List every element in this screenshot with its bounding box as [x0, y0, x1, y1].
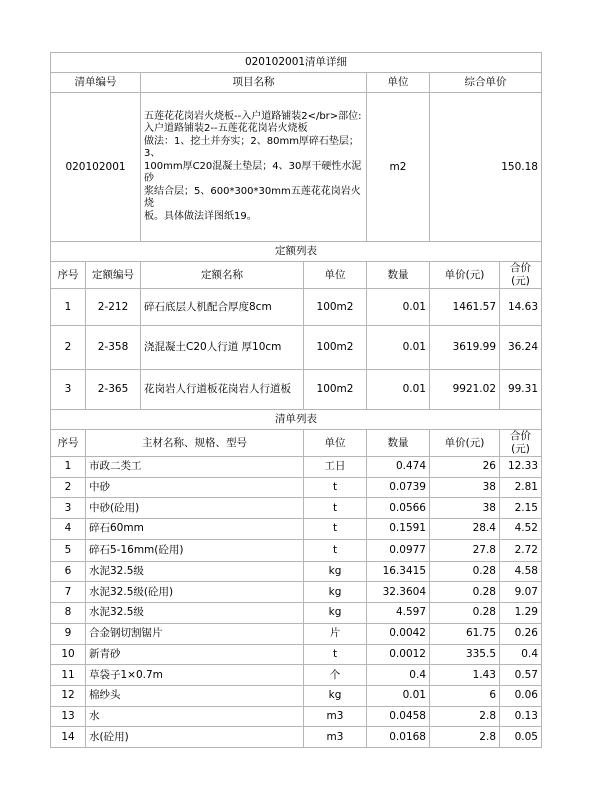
table-row: [51, 498, 542, 519]
quota-header-code: 定额编号: [86, 262, 141, 289]
material-unit: kg: [304, 561, 367, 582]
quota-code: 2-212: [86, 289, 141, 326]
material-price: 38: [430, 477, 500, 498]
material-qty: 0.0739: [367, 477, 430, 498]
material-qty: 16.3415: [367, 561, 430, 582]
table-row: [51, 706, 542, 727]
material-price: 38: [430, 498, 500, 519]
material-name: 草袋子1×0.7m: [86, 665, 304, 686]
item-description-line: 100mm厚C20混凝土垫层；4、30厚干硬性水泥砂: [144, 160, 362, 185]
table-row: [51, 727, 542, 748]
material-price: 0.28: [430, 561, 500, 582]
material-qty: 0.1591: [367, 519, 430, 540]
item-description-line: 浆结合层；5、600*300*30mm五莲花花岗岩火烧: [144, 185, 361, 210]
material-price: 0.28: [430, 603, 500, 624]
material-total: 0.57: [500, 665, 542, 686]
material-price: 2.8: [430, 727, 500, 748]
material-no: 7: [51, 582, 86, 603]
quota-name: 花岗岩人行道板花岗岩人行道板: [141, 370, 304, 410]
material-price: 6: [430, 685, 500, 706]
quota-header-total: 合价(元): [500, 262, 542, 289]
materials-header-name: 主材名称、规格、型号: [86, 430, 304, 457]
quota-name: 碎石底层人机配合厚度8cm: [141, 289, 304, 326]
quota-price: 1461.57: [430, 289, 500, 326]
quota-header-price: 单价(元): [430, 262, 500, 289]
material-name: 碎石60mm: [86, 519, 304, 540]
materials-header-price: 单价(元): [430, 430, 500, 457]
quota-name: 浇混凝土C20人行道 厚10cm: [141, 326, 304, 370]
material-unit: 片: [304, 623, 367, 644]
table-row: [51, 326, 542, 370]
material-price: 1.43: [430, 665, 500, 686]
material-unit: t: [304, 644, 367, 665]
quota-unit: 100m2: [304, 370, 367, 410]
table-row: [51, 644, 542, 665]
material-qty: 0.0042: [367, 623, 430, 644]
material-name: 中砂: [86, 477, 304, 498]
material-no: 10: [51, 644, 86, 665]
quota-qty: 0.01: [367, 289, 430, 326]
material-qty: 0.0168: [367, 727, 430, 748]
table-row: [51, 370, 542, 410]
quota-price: 3619.99: [430, 326, 500, 370]
quota-header-name: 定额名称: [141, 262, 304, 289]
material-name: 合金钢切割锯片: [86, 623, 304, 644]
material-unit: 工日: [304, 457, 367, 478]
table-row: [51, 430, 542, 457]
material-unit: kg: [304, 603, 367, 624]
material-no: 3: [51, 498, 86, 519]
material-total: 0.13: [500, 706, 542, 727]
material-qty: 0.0977: [367, 539, 430, 561]
table-row: [51, 477, 542, 498]
material-no: 9: [51, 623, 86, 644]
material-total: 0.06: [500, 685, 542, 706]
material-price: 28.4: [430, 519, 500, 540]
material-no: 14: [51, 727, 86, 748]
table-row: [51, 242, 542, 262]
material-unit: kg: [304, 685, 367, 706]
material-name: 水泥32.5级: [86, 603, 304, 624]
material-total: 2.81: [500, 477, 542, 498]
quota-unit: 100m2: [304, 289, 367, 326]
quota-header-unit: 单位: [304, 262, 367, 289]
material-total: 0.4: [500, 644, 542, 665]
material-name: 水(砼用): [86, 727, 304, 748]
header-code: 清单编号: [51, 73, 141, 93]
material-unit: t: [304, 477, 367, 498]
material-name: 水: [86, 706, 304, 727]
material-unit: t: [304, 498, 367, 519]
material-no: 13: [51, 706, 86, 727]
quota-qty: 0.01: [367, 326, 430, 370]
item-description-line: 五莲花花岗岩火烧板--入户道路铺装2</br>部位:: [144, 110, 362, 122]
table-title: 020102001清单详细: [51, 53, 542, 73]
material-name: 棉纱头: [86, 685, 304, 706]
header-name: 项目名称: [141, 73, 367, 93]
table-row: [51, 539, 542, 561]
item-description-line: 做法：1、挖土并夯实；2、80mm厚碎石垫层；3、: [144, 135, 359, 160]
material-total: 12.33: [500, 457, 542, 478]
material-total: 4.58: [500, 561, 542, 582]
quota-no: 1: [51, 289, 86, 326]
materials-header-qty: 数量: [367, 430, 430, 457]
material-price: 61.75: [430, 623, 500, 644]
material-total: 0.26: [500, 623, 542, 644]
item-description-line: 板。具体做法详图纸19。: [144, 210, 257, 222]
table-row: [51, 603, 542, 624]
material-price: 26: [430, 457, 500, 478]
table-row: [51, 561, 542, 582]
table-row: [51, 519, 542, 540]
material-name: 新青砂: [86, 644, 304, 665]
item-code: 020102001: [51, 93, 141, 242]
bill-detail-table: [50, 52, 542, 748]
material-unit: kg: [304, 582, 367, 603]
materials-section-title: 清单列表: [51, 410, 542, 430]
material-name: 水泥32.5级: [86, 561, 304, 582]
material-qty: 0.4: [367, 665, 430, 686]
item-unit: m2: [367, 93, 430, 242]
material-price: 2.8: [430, 706, 500, 727]
materials-header-total: 合价(元): [500, 430, 542, 457]
material-no: 8: [51, 603, 86, 624]
quota-header-qty: 数量: [367, 262, 430, 289]
material-qty: 0.0458: [367, 706, 430, 727]
quota-unit: 100m2: [304, 326, 367, 370]
material-price: 335.5: [430, 644, 500, 665]
quota-price: 9921.02: [430, 370, 500, 410]
quota-no: 2: [51, 326, 86, 370]
material-total: 2.72: [500, 539, 542, 561]
quota-header-no: 序号: [51, 262, 86, 289]
quota-total: 99.31: [500, 370, 542, 410]
item-description-line: 入户道路铺装2--五莲花花岗岩火烧板: [144, 123, 308, 135]
material-qty: 4.597: [367, 603, 430, 624]
table-row: [51, 262, 542, 289]
material-name: 碎石5-16mm(砼用): [86, 539, 304, 561]
quota-total: 14.63: [500, 289, 542, 326]
material-total: 9.07: [500, 582, 542, 603]
material-total: 1.29: [500, 603, 542, 624]
material-unit: m3: [304, 706, 367, 727]
material-total: 2.15: [500, 498, 542, 519]
quota-total: 36.24: [500, 326, 542, 370]
material-total: 4.52: [500, 519, 542, 540]
quota-code: 2-365: [86, 370, 141, 410]
material-name: 水泥32.5级(砼用): [86, 582, 304, 603]
material-total: 0.05: [500, 727, 542, 748]
material-unit: t: [304, 519, 367, 540]
material-no: 12: [51, 685, 86, 706]
header-unit: 单位: [367, 73, 430, 93]
material-no: 11: [51, 665, 86, 686]
materials-header-no: 序号: [51, 430, 86, 457]
item-price: 150.18: [430, 93, 542, 242]
item-description: [141, 93, 367, 242]
quota-code: 2-358: [86, 326, 141, 370]
material-name: 中砂(砼用): [86, 498, 304, 519]
table-row: [51, 623, 542, 644]
material-price: 0.28: [430, 582, 500, 603]
table-row: [51, 289, 542, 326]
material-name: 市政二类工: [86, 457, 304, 478]
material-price: 27.8: [430, 539, 500, 561]
material-unit: m3: [304, 727, 367, 748]
material-unit: 个: [304, 665, 367, 686]
quota-no: 3: [51, 370, 86, 410]
material-no: 1: [51, 457, 86, 478]
table-row: [51, 665, 542, 686]
material-no: 5: [51, 539, 86, 561]
quota-section-title: 定额列表: [51, 242, 542, 262]
table-row: [51, 410, 542, 430]
material-unit: t: [304, 539, 367, 561]
material-no: 4: [51, 519, 86, 540]
header-price: 综合单价: [430, 73, 542, 93]
material-no: 6: [51, 561, 86, 582]
material-qty: 0.0012: [367, 644, 430, 665]
material-qty: 0.474: [367, 457, 430, 478]
table-row: [51, 582, 542, 603]
material-no: 2: [51, 477, 86, 498]
materials-header-unit: 单位: [304, 430, 367, 457]
table-row: [51, 685, 542, 706]
table-row: [51, 457, 542, 478]
material-qty: 0.0566: [367, 498, 430, 519]
material-qty: 32.3604: [367, 582, 430, 603]
quota-qty: 0.01: [367, 370, 430, 410]
material-qty: 0.01: [367, 685, 430, 706]
